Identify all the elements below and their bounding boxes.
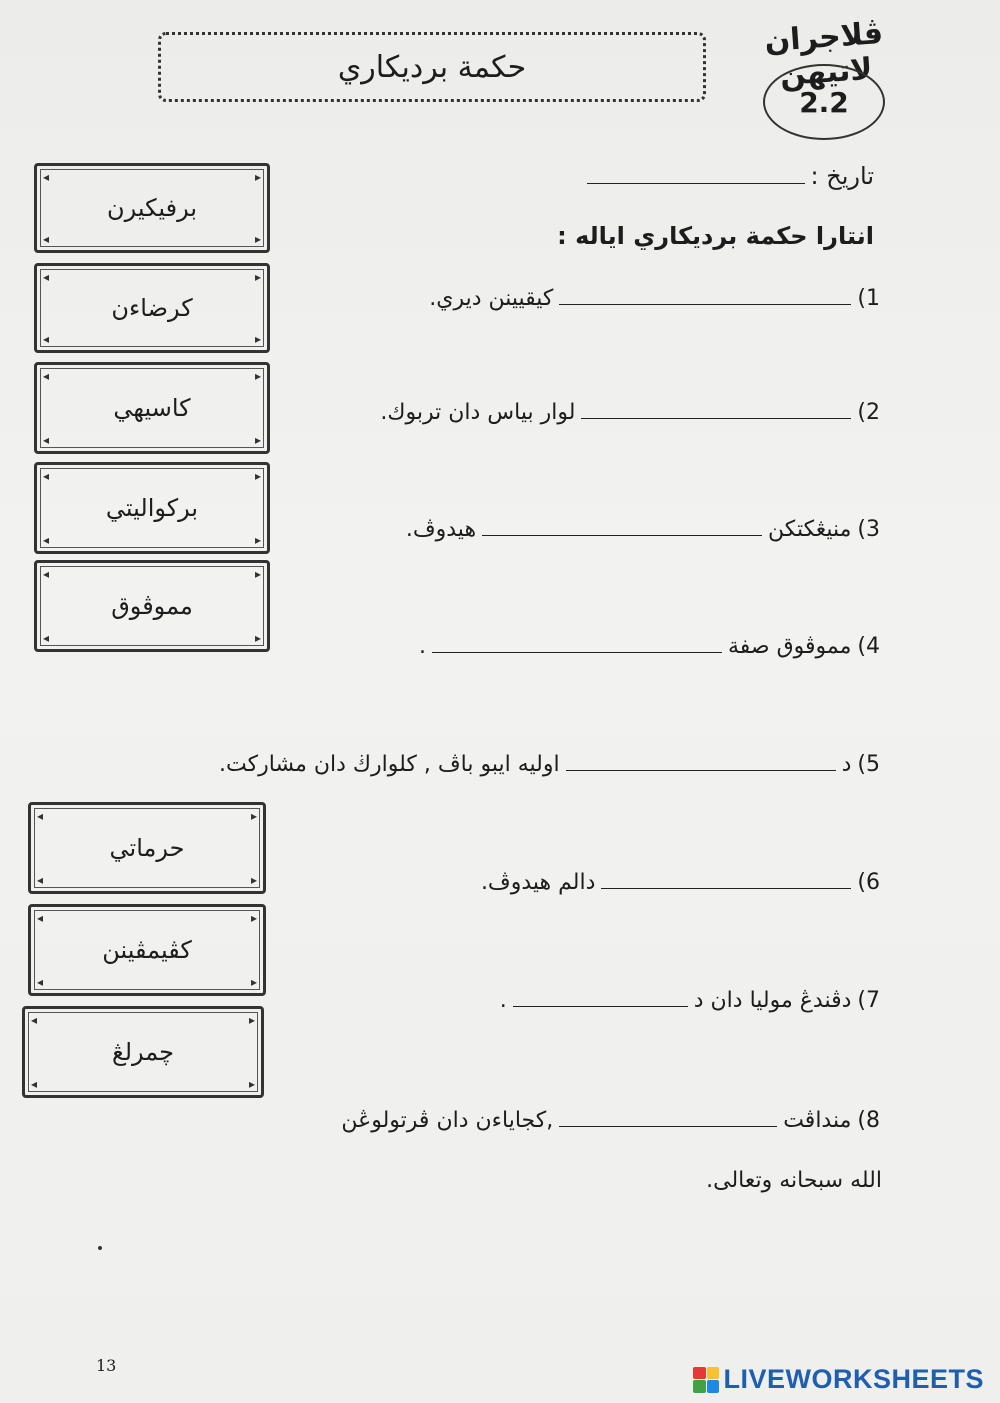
date-field[interactable] bbox=[587, 182, 805, 184]
closing-line bbox=[706, 1168, 882, 1193]
question-text: كيقيينن ديري. bbox=[429, 286, 554, 311]
question-text-before: منداڤت bbox=[783, 1108, 852, 1133]
word-card[interactable]: ◂ ▸ ◂ ▸ كڤيمڤينن bbox=[28, 904, 266, 996]
question-4 bbox=[419, 634, 880, 659]
question-text-before: د bbox=[841, 752, 852, 777]
page-title: حكمة برديكاري bbox=[337, 49, 527, 85]
answer-blank-6[interactable] bbox=[601, 887, 851, 889]
word-card-label: كڤيمڤينن bbox=[102, 936, 192, 964]
question-2 bbox=[380, 400, 880, 425]
question-6 bbox=[481, 870, 880, 895]
word-card-label: حرماتي bbox=[109, 834, 185, 862]
liveworksheets-logo-icon bbox=[693, 1367, 719, 1393]
question-number: 3) bbox=[857, 517, 880, 542]
word-card[interactable]: ◂ ▸ ◂ ▸ كاسيهي bbox=[34, 362, 270, 454]
word-card[interactable]: ◂ ▸ ◂ ▸ كرضاءن bbox=[34, 263, 270, 353]
question-3 bbox=[406, 517, 880, 542]
page-title-box bbox=[158, 32, 706, 102]
date-row bbox=[587, 162, 874, 190]
question-1 bbox=[429, 286, 880, 311]
word-card[interactable]: ◂ ▸ ◂ ▸ بركواليتي bbox=[34, 462, 270, 554]
answer-blank-2[interactable] bbox=[581, 417, 851, 419]
answer-blank-8[interactable] bbox=[559, 1125, 777, 1127]
question-text: اوليه ايبو باڤ , كلوارڬ دان مشاركت. bbox=[219, 752, 560, 777]
question-7 bbox=[500, 988, 880, 1013]
lesson-number-badge bbox=[763, 64, 885, 140]
question-text: هيدوڤ. bbox=[405, 517, 477, 542]
stray-dot bbox=[98, 1246, 102, 1250]
word-card-label: كاسيهي bbox=[113, 394, 191, 422]
question-number: 8) bbox=[857, 1108, 880, 1133]
word-card-label: برفيكيرن bbox=[107, 194, 197, 222]
question-8 bbox=[341, 1108, 880, 1133]
closing-text: الله سبحانه وتعالى. bbox=[706, 1168, 882, 1193]
question-text: دالم هيدوڤ. bbox=[480, 870, 596, 895]
question-text: . bbox=[499, 988, 507, 1013]
question-5 bbox=[219, 752, 880, 777]
question-number: 1) bbox=[857, 286, 880, 311]
question-text-before: مموڤوق صفة bbox=[727, 634, 852, 659]
question-number: 7) bbox=[857, 988, 880, 1013]
answer-blank-4[interactable] bbox=[432, 651, 722, 653]
liveworksheets-branding bbox=[693, 1364, 984, 1395]
word-card[interactable]: ◂ ▸ ◂ ▸ برفيكيرن bbox=[34, 163, 270, 253]
question-text: ,كجاياءن دان ڤرتولوڠن bbox=[341, 1108, 554, 1133]
question-number: 2) bbox=[857, 400, 880, 425]
question-text: . bbox=[418, 634, 426, 659]
lesson-number: 2.2 bbox=[799, 85, 849, 119]
liveworksheets-text: LIVEWORKSHEETS bbox=[723, 1364, 984, 1394]
answer-blank-3[interactable] bbox=[482, 534, 762, 536]
answer-blank-7[interactable] bbox=[513, 1005, 688, 1007]
answer-blank-5[interactable] bbox=[566, 769, 836, 771]
word-card-label: بركواليتي bbox=[105, 494, 199, 522]
page-number: 13 bbox=[96, 1356, 117, 1375]
date-label: تاريخ : bbox=[810, 162, 874, 190]
question-text-before: دڤندڠ موليا دان د bbox=[693, 988, 852, 1013]
word-card-label: كرضاءن bbox=[111, 294, 193, 322]
question-number: 6) bbox=[857, 870, 880, 895]
question-number: 5) bbox=[857, 752, 880, 777]
word-card[interactable]: ◂ ▸ ◂ ▸ حرماتي bbox=[28, 802, 266, 894]
question-text-before: منيڠكتكن bbox=[768, 517, 852, 542]
question-text: لوار بياس دان تربوك. bbox=[380, 400, 576, 425]
word-card-label: مموڤوق bbox=[111, 592, 193, 620]
word-card[interactable]: ◂ ▸ ◂ ▸ مموڤوق bbox=[34, 560, 270, 652]
word-card[interactable]: ◂ ▸ ◂ ▸ چمرلڠ bbox=[22, 1006, 264, 1098]
word-card-label: چمرلڠ bbox=[111, 1038, 175, 1066]
question-number: 4) bbox=[857, 634, 880, 659]
instruction-text: انتارا حكمة برديكاري اياله : bbox=[557, 222, 874, 250]
answer-blank-1[interactable] bbox=[559, 303, 851, 305]
lesson-label: ڤلاجران لاتيهن bbox=[763, 15, 885, 94]
